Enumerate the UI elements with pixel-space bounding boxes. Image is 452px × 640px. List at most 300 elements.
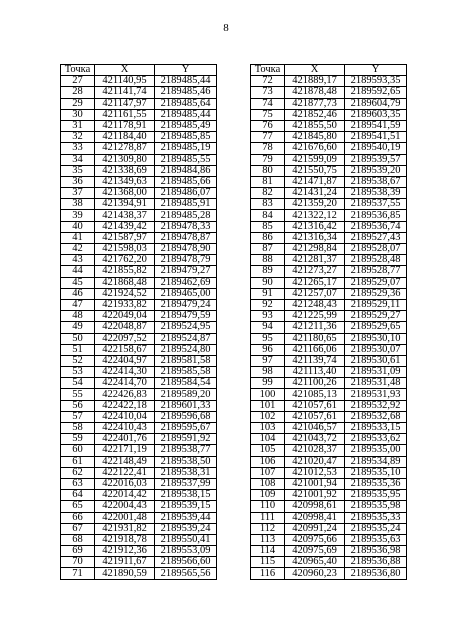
point-cell: 51: [61, 344, 95, 355]
y-cell: 2189541,59: [345, 120, 407, 131]
y-cell: 2189524,95: [155, 322, 217, 333]
header-y: Y: [345, 65, 407, 76]
y-cell: 2189565,56: [155, 568, 217, 579]
x-cell: 421933,82: [95, 299, 155, 310]
y-cell: 2189535,63: [345, 534, 407, 545]
y-cell: 2189596,68: [155, 411, 217, 422]
table-row: [251, 277, 407, 288]
point-cell: 29: [61, 98, 95, 109]
point-cell: 36: [61, 176, 95, 187]
point-cell: 91: [251, 288, 285, 299]
x-cell: 422414,30: [95, 367, 155, 378]
point-cell: 96: [251, 344, 285, 355]
point-cell: 75: [251, 109, 285, 120]
y-cell: 2189535,36: [345, 478, 407, 489]
y-cell: 2189535,10: [345, 467, 407, 478]
x-cell: 421316,42: [285, 221, 345, 232]
point-cell: 64: [61, 490, 95, 501]
point-cell: 52: [61, 355, 95, 366]
header-point: Точка: [61, 65, 95, 76]
x-cell: 420960,23: [285, 568, 345, 579]
point-cell: 100: [251, 389, 285, 400]
table-row: [251, 221, 407, 232]
y-cell: 2189535,00: [345, 445, 407, 456]
x-cell: 421265,17: [285, 277, 345, 288]
y-cell: 2189592,65: [345, 87, 407, 98]
table-row: [61, 299, 217, 310]
table-row: [251, 188, 407, 199]
x-cell: 422122,41: [95, 467, 155, 478]
point-cell: 31: [61, 120, 95, 131]
y-cell: 2189536,74: [345, 221, 407, 232]
table-row: [61, 333, 217, 344]
table-row: [61, 546, 217, 557]
point-cell: 41: [61, 232, 95, 243]
table-row: [251, 120, 407, 131]
point-cell: 46: [61, 288, 95, 299]
table-row: [61, 367, 217, 378]
table-row: [61, 445, 217, 456]
table-row: [251, 534, 407, 545]
point-cell: 37: [61, 188, 95, 199]
table-row: [251, 490, 407, 501]
table-row: [61, 277, 217, 288]
table-row: [61, 501, 217, 512]
point-cell: 49: [61, 322, 95, 333]
point-cell: 84: [251, 210, 285, 221]
table-row: [251, 154, 407, 165]
point-cell: 39: [61, 210, 95, 221]
y-cell: 2189535,95: [345, 490, 407, 501]
point-cell: 111: [251, 512, 285, 523]
table-row: [251, 512, 407, 523]
point-cell: 105: [251, 445, 285, 456]
y-cell: 2189529,36: [345, 288, 407, 299]
x-cell: 421852,46: [285, 109, 345, 120]
table-row: [251, 299, 407, 310]
y-cell: 2189538,39: [345, 188, 407, 199]
point-cell: 53: [61, 367, 95, 378]
table-row: [251, 367, 407, 378]
y-cell: 2189533,15: [345, 423, 407, 434]
table-row: [61, 434, 217, 445]
x-cell: 421877,73: [285, 98, 345, 109]
point-cell: 108: [251, 478, 285, 489]
x-cell: 421257,07: [285, 288, 345, 299]
point-cell: 80: [251, 165, 285, 176]
y-cell: 2189585,58: [155, 367, 217, 378]
table-row: [251, 288, 407, 299]
table-row: [251, 109, 407, 120]
table-row: [251, 389, 407, 400]
x-cell: 421918,78: [95, 534, 155, 545]
point-cell: 95: [251, 333, 285, 344]
y-cell: 2189531,09: [345, 367, 407, 378]
x-cell: 421762,20: [95, 255, 155, 266]
table-row: [251, 322, 407, 333]
table-row: [251, 400, 407, 411]
point-cell: 59: [61, 434, 95, 445]
y-cell: 2189530,10: [345, 333, 407, 344]
x-cell: 421140,95: [95, 76, 155, 87]
point-cell: 93: [251, 311, 285, 322]
point-cell: 92: [251, 299, 285, 310]
x-cell: 422410,43: [95, 423, 155, 434]
table-row: [251, 165, 407, 176]
point-cell: 104: [251, 434, 285, 445]
table-row: [61, 568, 217, 579]
x-cell: 422158,67: [95, 344, 155, 355]
x-cell: 421587,97: [95, 232, 155, 243]
point-cell: 27: [61, 76, 95, 87]
x-cell: 420975,69: [285, 546, 345, 557]
table-row: [61, 165, 217, 176]
table-row: [61, 143, 217, 154]
y-cell: 2189485,55: [155, 154, 217, 165]
table-header-row: [251, 65, 407, 76]
y-cell: 2189465,00: [155, 288, 217, 299]
point-cell: 62: [61, 467, 95, 478]
x-cell: 421911,67: [95, 557, 155, 568]
x-cell: 422148,49: [95, 456, 155, 467]
y-cell: 2189479,59: [155, 311, 217, 322]
x-cell: 422048,87: [95, 322, 155, 333]
x-cell: 421012,53: [285, 467, 345, 478]
point-cell: 35: [61, 165, 95, 176]
y-cell: 2189478,87: [155, 232, 217, 243]
y-cell: 2189527,43: [345, 232, 407, 243]
point-cell: 102: [251, 411, 285, 422]
y-cell: 2189485,64: [155, 98, 217, 109]
point-cell: 70: [61, 557, 95, 568]
point-cell: 110: [251, 501, 285, 512]
header-x: X: [285, 65, 345, 76]
table-row: [61, 311, 217, 322]
x-cell: 421598,03: [95, 244, 155, 255]
point-cell: 58: [61, 423, 95, 434]
point-cell: 113: [251, 534, 285, 545]
y-cell: 2189591,92: [155, 434, 217, 445]
y-cell: 2189537,55: [345, 199, 407, 210]
point-cell: 79: [251, 154, 285, 165]
table-row: [251, 333, 407, 344]
x-cell: 421139,74: [285, 355, 345, 366]
y-cell: 2189532,68: [345, 411, 407, 422]
table-row: [251, 434, 407, 445]
point-cell: 69: [61, 546, 95, 557]
table-row: [61, 557, 217, 568]
point-cell: 83: [251, 199, 285, 210]
point-cell: 47: [61, 299, 95, 310]
x-cell: 421298,84: [285, 244, 345, 255]
point-cell: 107: [251, 467, 285, 478]
table-row: [251, 87, 407, 98]
x-cell: 421001,92: [285, 490, 345, 501]
table-row: [61, 378, 217, 389]
table-row: [61, 322, 217, 333]
coordinates-table-left: [60, 64, 217, 580]
point-cell: 109: [251, 490, 285, 501]
table-row: [61, 255, 217, 266]
point-cell: 55: [61, 389, 95, 400]
x-cell: 421890,59: [95, 568, 155, 579]
point-cell: 85: [251, 221, 285, 232]
y-cell: 2189485,91: [155, 199, 217, 210]
table-row: [61, 400, 217, 411]
y-cell: 2189595,67: [155, 423, 217, 434]
table-row: [61, 355, 217, 366]
y-cell: 2189539,20: [345, 165, 407, 176]
table-row: [251, 244, 407, 255]
point-cell: 60: [61, 445, 95, 456]
x-cell: 422414,70: [95, 378, 155, 389]
x-cell: 421878,48: [285, 87, 345, 98]
table-row: [251, 557, 407, 568]
y-cell: 2189485,49: [155, 120, 217, 131]
table-row: [61, 154, 217, 165]
x-cell: 421359,20: [285, 199, 345, 210]
y-cell: 2189479,24: [155, 299, 217, 310]
point-cell: 116: [251, 568, 285, 579]
table-row: [61, 288, 217, 299]
x-cell: 421273,27: [285, 266, 345, 277]
x-cell: 421431,24: [285, 188, 345, 199]
x-cell: 422014,42: [95, 490, 155, 501]
y-cell: 2189485,44: [155, 76, 217, 87]
table-row: [251, 176, 407, 187]
table-row: [251, 423, 407, 434]
y-cell: 2189531,93: [345, 389, 407, 400]
table-row: [251, 132, 407, 143]
x-cell: 421316,34: [285, 232, 345, 243]
table-row: [251, 210, 407, 221]
point-cell: 76: [251, 120, 285, 131]
y-cell: 2189604,79: [345, 98, 407, 109]
header-point: Точка: [251, 65, 285, 76]
y-cell: 2189528,77: [345, 266, 407, 277]
x-cell: 421889,17: [285, 76, 345, 87]
y-cell: 2189485,46: [155, 87, 217, 98]
point-cell: 81: [251, 176, 285, 187]
y-cell: 2189529,65: [345, 322, 407, 333]
y-cell: 2189485,85: [155, 132, 217, 143]
y-cell: 2189533,62: [345, 434, 407, 445]
table-row: [251, 501, 407, 512]
table-row: [61, 467, 217, 478]
x-cell: 420998,61: [285, 501, 345, 512]
table-row: [61, 423, 217, 434]
x-cell: 422401,76: [95, 434, 155, 445]
point-cell: 101: [251, 400, 285, 411]
y-cell: 2189478,79: [155, 255, 217, 266]
x-cell: 421931,82: [95, 523, 155, 534]
point-cell: 78: [251, 143, 285, 154]
table-row: [61, 534, 217, 545]
x-cell: 421141,74: [95, 87, 155, 98]
point-cell: 42: [61, 244, 95, 255]
x-cell: 421309,80: [95, 154, 155, 165]
point-cell: 50: [61, 333, 95, 344]
x-cell: 421147,97: [95, 98, 155, 109]
y-cell: 2189534,89: [345, 456, 407, 467]
table-row: [61, 490, 217, 501]
x-cell: 421845,80: [285, 132, 345, 143]
point-cell: 89: [251, 266, 285, 277]
y-cell: 2189538,77: [155, 445, 217, 456]
table-row: [61, 389, 217, 400]
table-row: [251, 344, 407, 355]
x-cell: 422049,04: [95, 311, 155, 322]
point-cell: 82: [251, 188, 285, 199]
x-cell: 422426,83: [95, 389, 155, 400]
x-cell: 421184,40: [95, 132, 155, 143]
x-cell: 422410,04: [95, 411, 155, 422]
y-cell: 2189593,35: [345, 76, 407, 87]
y-cell: 2189537,99: [155, 478, 217, 489]
x-cell: 421471,87: [285, 176, 345, 187]
table-row: [251, 98, 407, 109]
table-row: [251, 568, 407, 579]
table-row: [251, 255, 407, 266]
y-cell: 2189536,88: [345, 557, 407, 568]
point-cell: 30: [61, 109, 95, 120]
y-cell: 2189485,19: [155, 143, 217, 154]
y-cell: 2189603,35: [345, 109, 407, 120]
point-cell: 67: [61, 523, 95, 534]
x-cell: 421028,37: [285, 445, 345, 456]
x-cell: 421338,69: [95, 165, 155, 176]
x-cell: 421912,36: [95, 546, 155, 557]
x-cell: 421161,55: [95, 109, 155, 120]
table-row: [61, 98, 217, 109]
table-row: [61, 120, 217, 131]
coordinates-table-right: [250, 64, 407, 580]
table-row: [251, 355, 407, 366]
point-cell: 103: [251, 423, 285, 434]
x-cell: 421211,36: [285, 322, 345, 333]
x-cell: 420998,41: [285, 512, 345, 523]
y-cell: 2189541,51: [345, 132, 407, 143]
table-header-row: [61, 65, 217, 76]
y-cell: 2189536,85: [345, 210, 407, 221]
y-cell: 2189479,27: [155, 266, 217, 277]
x-cell: 421349,63: [95, 176, 155, 187]
y-cell: 2189484,86: [155, 165, 217, 176]
x-cell: 421248,43: [285, 299, 345, 310]
x-cell: 421057,61: [285, 411, 345, 422]
x-cell: 422004,43: [95, 501, 155, 512]
x-cell: 421438,37: [95, 210, 155, 221]
point-cell: 114: [251, 546, 285, 557]
y-cell: 2189536,98: [345, 546, 407, 557]
header-x: X: [95, 65, 155, 76]
x-cell: 421001,94: [285, 478, 345, 489]
x-cell: 421924,52: [95, 288, 155, 299]
table-row: [251, 143, 407, 154]
point-cell: 77: [251, 132, 285, 143]
y-cell: 2189528,07: [345, 244, 407, 255]
table-row: [251, 478, 407, 489]
y-cell: 2189530,07: [345, 344, 407, 355]
table-row: [251, 76, 407, 87]
table-row: [61, 210, 217, 221]
table-row: [61, 132, 217, 143]
table-row: [251, 266, 407, 277]
x-cell: 421322,12: [285, 210, 345, 221]
x-cell: 422016,03: [95, 478, 155, 489]
y-cell: 2189538,15: [155, 490, 217, 501]
x-cell: 421278,87: [95, 143, 155, 154]
y-cell: 2189538,50: [155, 456, 217, 467]
point-cell: 57: [61, 411, 95, 422]
x-cell: 421113,40: [285, 367, 345, 378]
x-cell: 421043,72: [285, 434, 345, 445]
x-cell: 421046,57: [285, 423, 345, 434]
y-cell: 2189581,58: [155, 355, 217, 366]
x-cell: 420965,40: [285, 557, 345, 568]
point-cell: 43: [61, 255, 95, 266]
x-cell: 421439,42: [95, 221, 155, 232]
point-cell: 74: [251, 98, 285, 109]
table-row: [61, 456, 217, 467]
x-cell: 422097,52: [95, 333, 155, 344]
point-cell: 98: [251, 367, 285, 378]
table-row: [61, 244, 217, 255]
point-cell: 73: [251, 87, 285, 98]
y-cell: 2189485,28: [155, 210, 217, 221]
x-cell: 421085,13: [285, 389, 345, 400]
point-cell: 40: [61, 221, 95, 232]
y-cell: 2189553,09: [155, 546, 217, 557]
y-cell: 2189539,44: [155, 512, 217, 523]
y-cell: 2189550,41: [155, 534, 217, 545]
y-cell: 2189539,57: [345, 154, 407, 165]
y-cell: 2189531,48: [345, 378, 407, 389]
point-cell: 45: [61, 277, 95, 288]
x-cell: 421178,91: [95, 120, 155, 131]
point-cell: 68: [61, 534, 95, 545]
point-cell: 61: [61, 456, 95, 467]
point-cell: 65: [61, 501, 95, 512]
point-cell: 34: [61, 154, 95, 165]
x-cell: 421225,99: [285, 311, 345, 322]
x-cell: 421855,50: [285, 120, 345, 131]
point-cell: 28: [61, 87, 95, 98]
y-cell: 2189529,27: [345, 311, 407, 322]
x-cell: 422404,97: [95, 355, 155, 366]
x-cell: 421281,37: [285, 255, 345, 266]
x-cell: 421550,75: [285, 165, 345, 176]
y-cell: 2189486,07: [155, 188, 217, 199]
y-cell: 2189478,90: [155, 244, 217, 255]
y-cell: 2189532,92: [345, 400, 407, 411]
y-cell: 2189530,61: [345, 355, 407, 366]
table-row: [251, 467, 407, 478]
point-cell: 71: [61, 568, 95, 579]
table-row: [61, 512, 217, 523]
x-cell: 422001,48: [95, 512, 155, 523]
table-row: [61, 266, 217, 277]
table-row: [61, 411, 217, 422]
x-cell: 421599,09: [285, 154, 345, 165]
y-cell: 2189538,31: [155, 467, 217, 478]
x-cell: 421394,91: [95, 199, 155, 210]
x-cell: 421057,61: [285, 400, 345, 411]
point-cell: 33: [61, 143, 95, 154]
y-cell: 2189538,67: [345, 176, 407, 187]
table-row: [251, 445, 407, 456]
x-cell: 420991,24: [285, 523, 345, 534]
